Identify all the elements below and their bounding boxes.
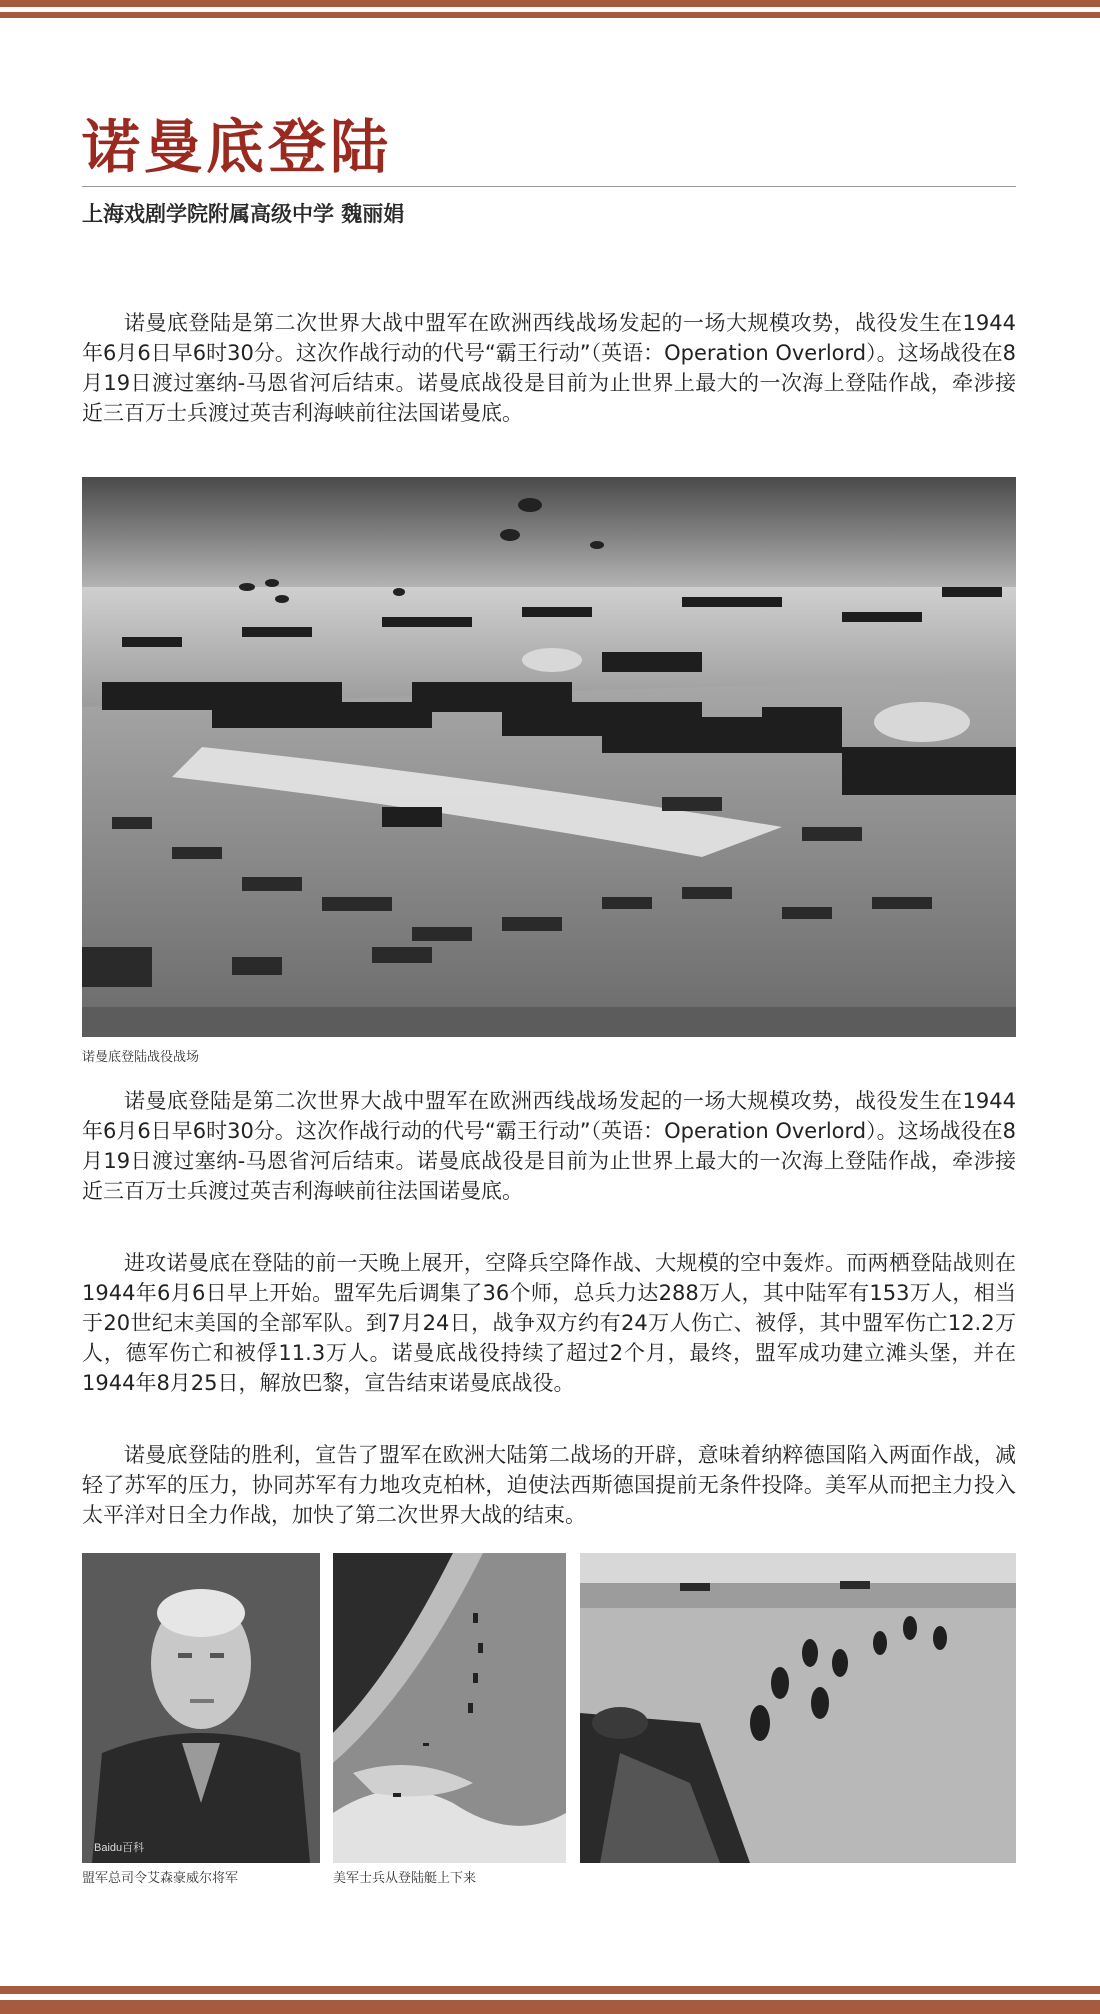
top-decorative-band [0,0,1100,7]
bottom-decorative-band-thin [0,1986,1100,1994]
main-photo-caption: 诺曼底登陆战役战场 [82,1050,200,1065]
eisenhower-portrait [82,1553,320,1863]
intro-paragraph: 诺曼底登陆是第二次世界大战中盟军在欧洲西线战场发起的一场大规模攻势，战役发生在1944年6月6日早6时30分。这次作战行动的代号“霸王行动”（英语：Operation Overlord）。这场战役在8月19日渡过塞纳-马恩省河后结束。诺曼底战役是目前为止世界上最大的一次海上登陆作战，牵涉接近三百万士兵渡过英吉利海峡前往法国诺曼底。 [82,311,1016,425]
aerial-beach-photo [333,1553,566,1863]
title-divider [82,186,1016,187]
page-title: 诺曼底登陆 [82,113,393,181]
soldiers-caption: 美军士兵从登陆艇上下来 [333,1871,477,1886]
bottom-decorative-band [0,2000,1100,2014]
normandy-beach-photo [82,477,1016,1037]
body-paragraph-3: 诺曼底登陆的胜利，宣告了盟军在欧洲大陆第二战场的开辟，意味着纳粹德国陷入两面作战，减轻了苏军的压力，协同苏军有力地攻克柏林，迫使法西斯德国提前无条件投降。美军从而把主力投入太平洋对日全力作战，加快了第二次世界大战的结束。 [82,1443,1016,1527]
watermark-text: Baidu百科 [94,1842,145,1854]
soldiers-wading-photo [580,1553,1016,1863]
eisenhower-caption: 盟军总司令艾森豪威尔将军 [82,1871,239,1886]
top-decorative-band-thin [0,12,1100,18]
body-paragraph-2: 进攻诺曼底在登陆的前一天晚上展开，空降兵空降作战、大规模的空中轰炸。而两栖登陆战则在1944年6月6日早上开始。盟军先后调集了36个师，总兵力达288万人，其中陆军有153万人，相当于20世纪末美国的全部军队。到7月24日，战争双方约有24万人伤亡、被俘，其中盟军伤亡12.2万人，德军伤亡和被俘11.3万人。诺曼底战役持续了超过2个月，最终，盟军成功建立滩头堡，并在1944年8月25日，解放巴黎，宣告结束诺曼底战役。 [82,1251,1016,1395]
body-paragraph-1: 诺曼底登陆是第二次世界大战中盟军在欧洲西线战场发起的一场大规模攻势，战役发生在1944年6月6日早6时30分。这次作战行动的代号“霸王行动”（英语：Operation Overlord）。这场战役在8月19日渡过塞纳-马恩省河后结束。诺曼底战役是目前为止世界上最大的一次海上登陆作战，牵涉接近三百万士兵渡过英吉利海峡前往法国诺曼底。 [82,1089,1016,1203]
author-line: 上海戏剧学院附属高级中学 魏丽娟 [82,202,405,226]
